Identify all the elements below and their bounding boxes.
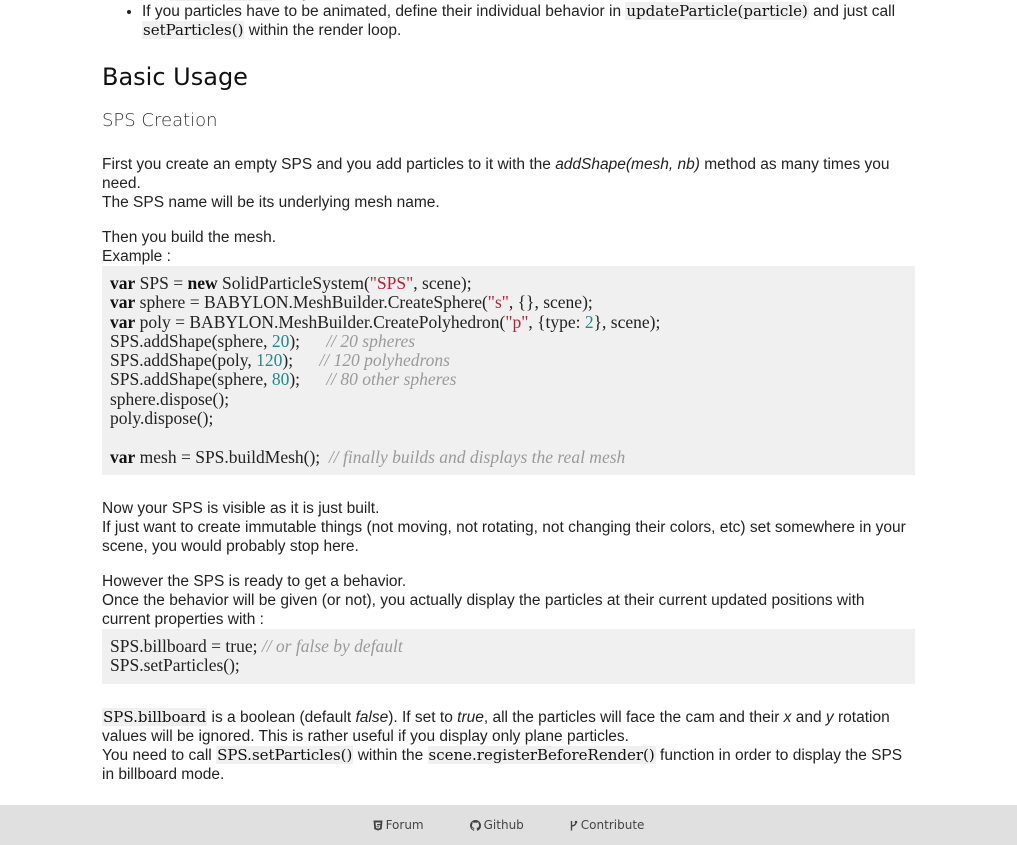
paragraph: However the SPS is ready to get a behavior. Once the behavior will be given (or not), you actually display the particles at their current updated positions with current properties with : — [102, 572, 865, 628]
github-icon — [470, 820, 481, 831]
list-item — [142, 0, 915, 2]
forum-link[interactable]: Forum — [373, 816, 424, 835]
branch-icon — [570, 820, 578, 831]
subsection-title: SPS Creation — [102, 110, 218, 131]
inline-code: SPS.billboard — [103, 707, 207, 726]
paragraph: Now your SPS is visible as it is just built. If just want to create immutable things (not moving, not rotating, not changing their colors, etc) set somewhere in your scene, you would probably stop here. — [102, 499, 906, 555]
code-block: SPS.billboard = true; // or false by default SPS.setParticles(); — [102, 629, 915, 684]
contribute-link[interactable]: Contribute — [570, 816, 645, 835]
inline-code: scene.registerBeforeRender() — [428, 745, 655, 764]
html5-icon — [373, 820, 383, 831]
inline-code: SPS.setParticles() — [217, 745, 353, 764]
section-title: Basic Usage — [102, 63, 248, 91]
paragraph: Then you build the mesh. Example : — [102, 229, 277, 265]
list-item: • If you particles have to be animated, define their individual behavior in updateParticle(particle) and just call setParticles() within the render loop. — [142, 2, 915, 40]
inline-code: setParticles() — [143, 21, 244, 39]
paragraph: First you create an empty SPS and you add particles to it with the addShape(mesh, nb) method as many times you need. The SPS name will be its underlying mesh name. — [102, 156, 890, 211]
footer-bar — [0, 805, 1017, 845]
paragraph: SPS.billboard is a boolean (default false). If set to true, all the particles will face the cam and their x and y rotation values will be ignored. This is rather useful if you display only plane particles. You need to call SPS.setParticles() within the scene.registerBeforeRender() function in order to display the SPS in billboard mode. — [102, 707, 903, 783]
doc-content — [102, 0, 915, 784]
github-link[interactable]: Github — [470, 816, 524, 835]
inline-code: updateParticle(particle) — [626, 2, 808, 20]
intro-list — [102, 0, 915, 40]
inline-code — [170, 0, 272, 1]
code-block: var SPS = new SolidParticleSystem("SPS", scene); var sphere = BABYLON.MeshBuilder.CreateSphere("s", {}, scene); var poly = BABYLON.MeshBuilder.CreatePolyhedron("p", {type: 2}, scene); SPS.addShape(sphere, 20); // 20 spheres SPS.addShape(poly, 120); // 120 polyhedrons SPS.addShape(sphere, 80); // 80 other spheres sphere.dispose(); poly.dispose(); var mesh = SPS.buildMesh(); // finally builds and displays the real mesh — [102, 266, 915, 475]
